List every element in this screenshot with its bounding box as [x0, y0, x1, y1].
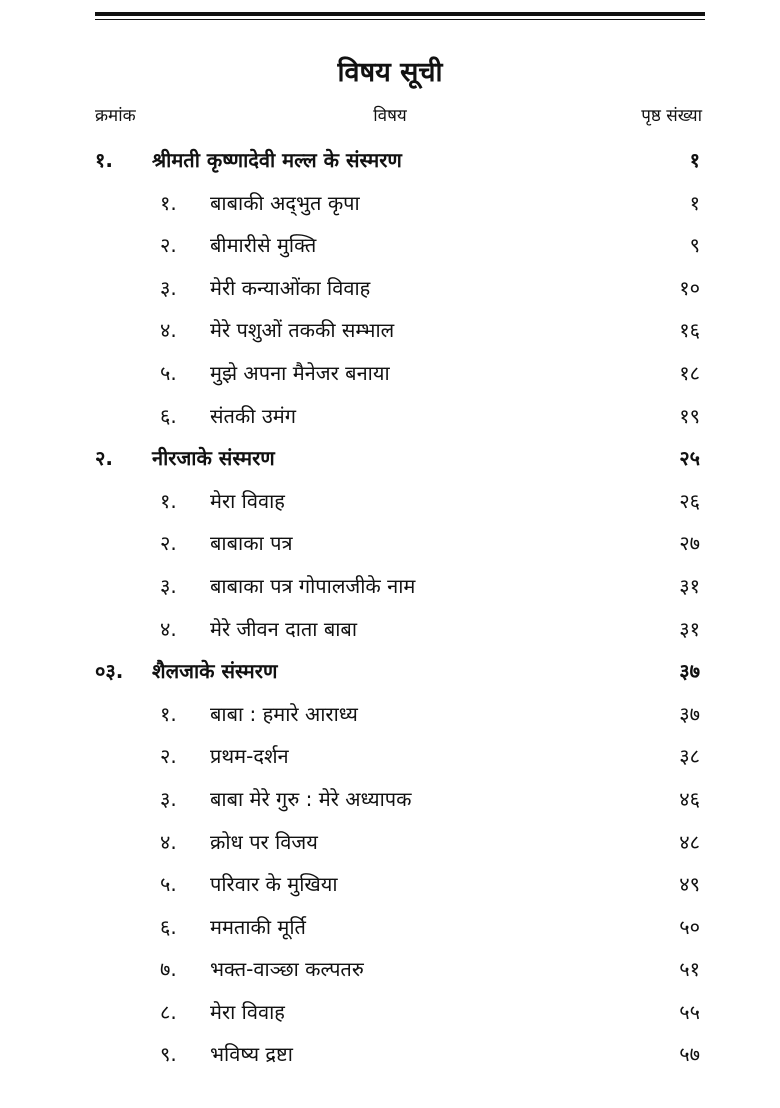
toc-entry-number: १. [160, 190, 177, 215]
column-header-subject: विषय [373, 106, 407, 126]
toc-item-row [0, 522, 780, 565]
toc-item-row [0, 778, 780, 821]
toc-entry-page: १६ [679, 318, 700, 343]
toc-entry-number: १. [160, 488, 177, 513]
toc-entry-number: ३. [160, 786, 177, 811]
toc-entry-page: ५१ [679, 957, 700, 982]
toc-entry-number: ३. [160, 573, 177, 598]
page-title: विषय सूची [337, 57, 443, 88]
toc-item-row [0, 224, 780, 267]
toc-entry-title: परिवार के मुखिया [210, 872, 338, 897]
toc-entry-number: ९. [160, 1042, 177, 1067]
toc-entry-page: १९ [679, 403, 700, 428]
toc-entry-number: २. [160, 744, 177, 769]
toc-entry-title: मेरे पशुओं तककी सम्भाल [210, 318, 395, 343]
toc-entry-number: ५. [160, 360, 177, 385]
toc-entry-title: मेरा विवाह [210, 999, 285, 1024]
toc-entry-page: २५ [679, 446, 700, 471]
toc-entry-title: बाबाका पत्र गोपालजीके नाम [210, 573, 416, 598]
toc-item-row [0, 1033, 780, 1076]
toc-entry-title: श्रीमती कृष्णादेवी मल्ल के संस्मरण [152, 148, 402, 172]
column-header-serial: क्रमांक [95, 106, 136, 126]
toc-item-row [0, 693, 780, 736]
toc-entry-page: ३१ [679, 616, 700, 641]
toc-item-row [0, 480, 780, 523]
toc-item-row [0, 182, 780, 225]
toc-item-row [0, 395, 780, 438]
toc-entry-number: २. [95, 446, 113, 471]
toc-entry-number: ६. [160, 403, 177, 428]
toc-entry-title: बाबाकी अद्‌भुत कृपा [210, 190, 360, 215]
toc-section-row [0, 139, 780, 182]
toc-entry-number: ४. [160, 829, 177, 854]
toc-entry-page: ३१ [679, 573, 700, 598]
toc-item-row [0, 991, 780, 1034]
toc-entry-page: १८ [679, 360, 700, 385]
toc-entry-title: बाबा मेरे गुरु : मेरे अध्यापक [210, 786, 412, 811]
toc-entry-title: ममताकी मूर्ति [210, 914, 306, 939]
toc-entry-title: मुझे अपना मैनेजर बनाया [210, 360, 390, 385]
toc-entry-page: १ [689, 190, 700, 215]
toc-entry-title: नीरजाके संस्मरण [152, 446, 275, 471]
toc-entry-title: संतकी उमंग [210, 403, 296, 428]
toc-section-row [0, 437, 780, 480]
toc-entry-page: ९ [689, 233, 700, 258]
table-of-contents [0, 139, 780, 1076]
toc-item-row [0, 267, 780, 310]
toc-entry-number: २. [160, 233, 177, 258]
toc-entry-number: १. [95, 148, 113, 172]
toc-entry-page: ३७ [679, 701, 700, 726]
toc-entry-number: १. [160, 701, 177, 726]
top-rule-thin [95, 19, 705, 20]
toc-entry-number: ०३. [95, 659, 124, 684]
toc-entry-page: ४६ [679, 786, 700, 811]
toc-section-row [0, 650, 780, 693]
toc-entry-page: १ [689, 148, 700, 172]
toc-entry-page: ५५ [679, 999, 700, 1024]
toc-item-row [0, 565, 780, 608]
toc-entry-page: २७ [679, 531, 700, 556]
toc-item-row [0, 906, 780, 949]
toc-entry-page: १० [679, 275, 700, 300]
toc-item-row [0, 821, 780, 864]
toc-entry-number: २. [160, 531, 177, 556]
toc-entry-title: बीमारीसे मुक्ति [210, 233, 317, 258]
toc-entry-title: शैलजाके संस्मरण [152, 659, 278, 684]
toc-entry-page: ३८ [679, 744, 700, 769]
toc-entry-title: क्रोध पर विजय [210, 829, 318, 854]
toc-entry-title: प्रथम-दर्शन [210, 744, 289, 769]
toc-entry-title: बाबाका पत्र [210, 531, 293, 556]
toc-entry-title: मेरे जीवन दाता बाबा [210, 616, 358, 641]
toc-entry-number: ६. [160, 914, 177, 939]
toc-item-row [0, 309, 780, 352]
toc-entry-page: ५० [679, 914, 700, 939]
toc-item-row [0, 735, 780, 778]
toc-entry-number: ५. [160, 872, 177, 897]
toc-entry-number: ७. [160, 957, 177, 982]
toc-entry-title: मेरी कन्याओंका विवाह [210, 275, 371, 300]
top-rule-thick [95, 12, 705, 16]
toc-entry-title: भविष्य द्रष्टा [210, 1042, 293, 1067]
column-header-page: पृष्ठ संख्या [641, 106, 702, 126]
toc-entry-number: ८. [160, 999, 177, 1024]
toc-entry-page: ३७ [679, 659, 700, 684]
toc-entry-title: भक्त-वाञ्छा कल्पतरु [210, 957, 364, 982]
toc-entry-page: २६ [679, 488, 700, 513]
toc-item-row [0, 948, 780, 991]
toc-item-row [0, 608, 780, 651]
toc-entry-page: ४८ [679, 829, 700, 854]
toc-entry-number: ४. [160, 318, 177, 343]
toc-item-row [0, 352, 780, 395]
toc-entry-number: ४. [160, 616, 177, 641]
toc-entry-title: बाबा : हमारे आराध्य [210, 701, 358, 726]
toc-item-row [0, 863, 780, 906]
toc-entry-title: मेरा विवाह [210, 488, 285, 513]
toc-entry-number: ३. [160, 275, 177, 300]
toc-entry-page: ४९ [679, 872, 700, 897]
toc-entry-page: ५७ [679, 1042, 700, 1067]
